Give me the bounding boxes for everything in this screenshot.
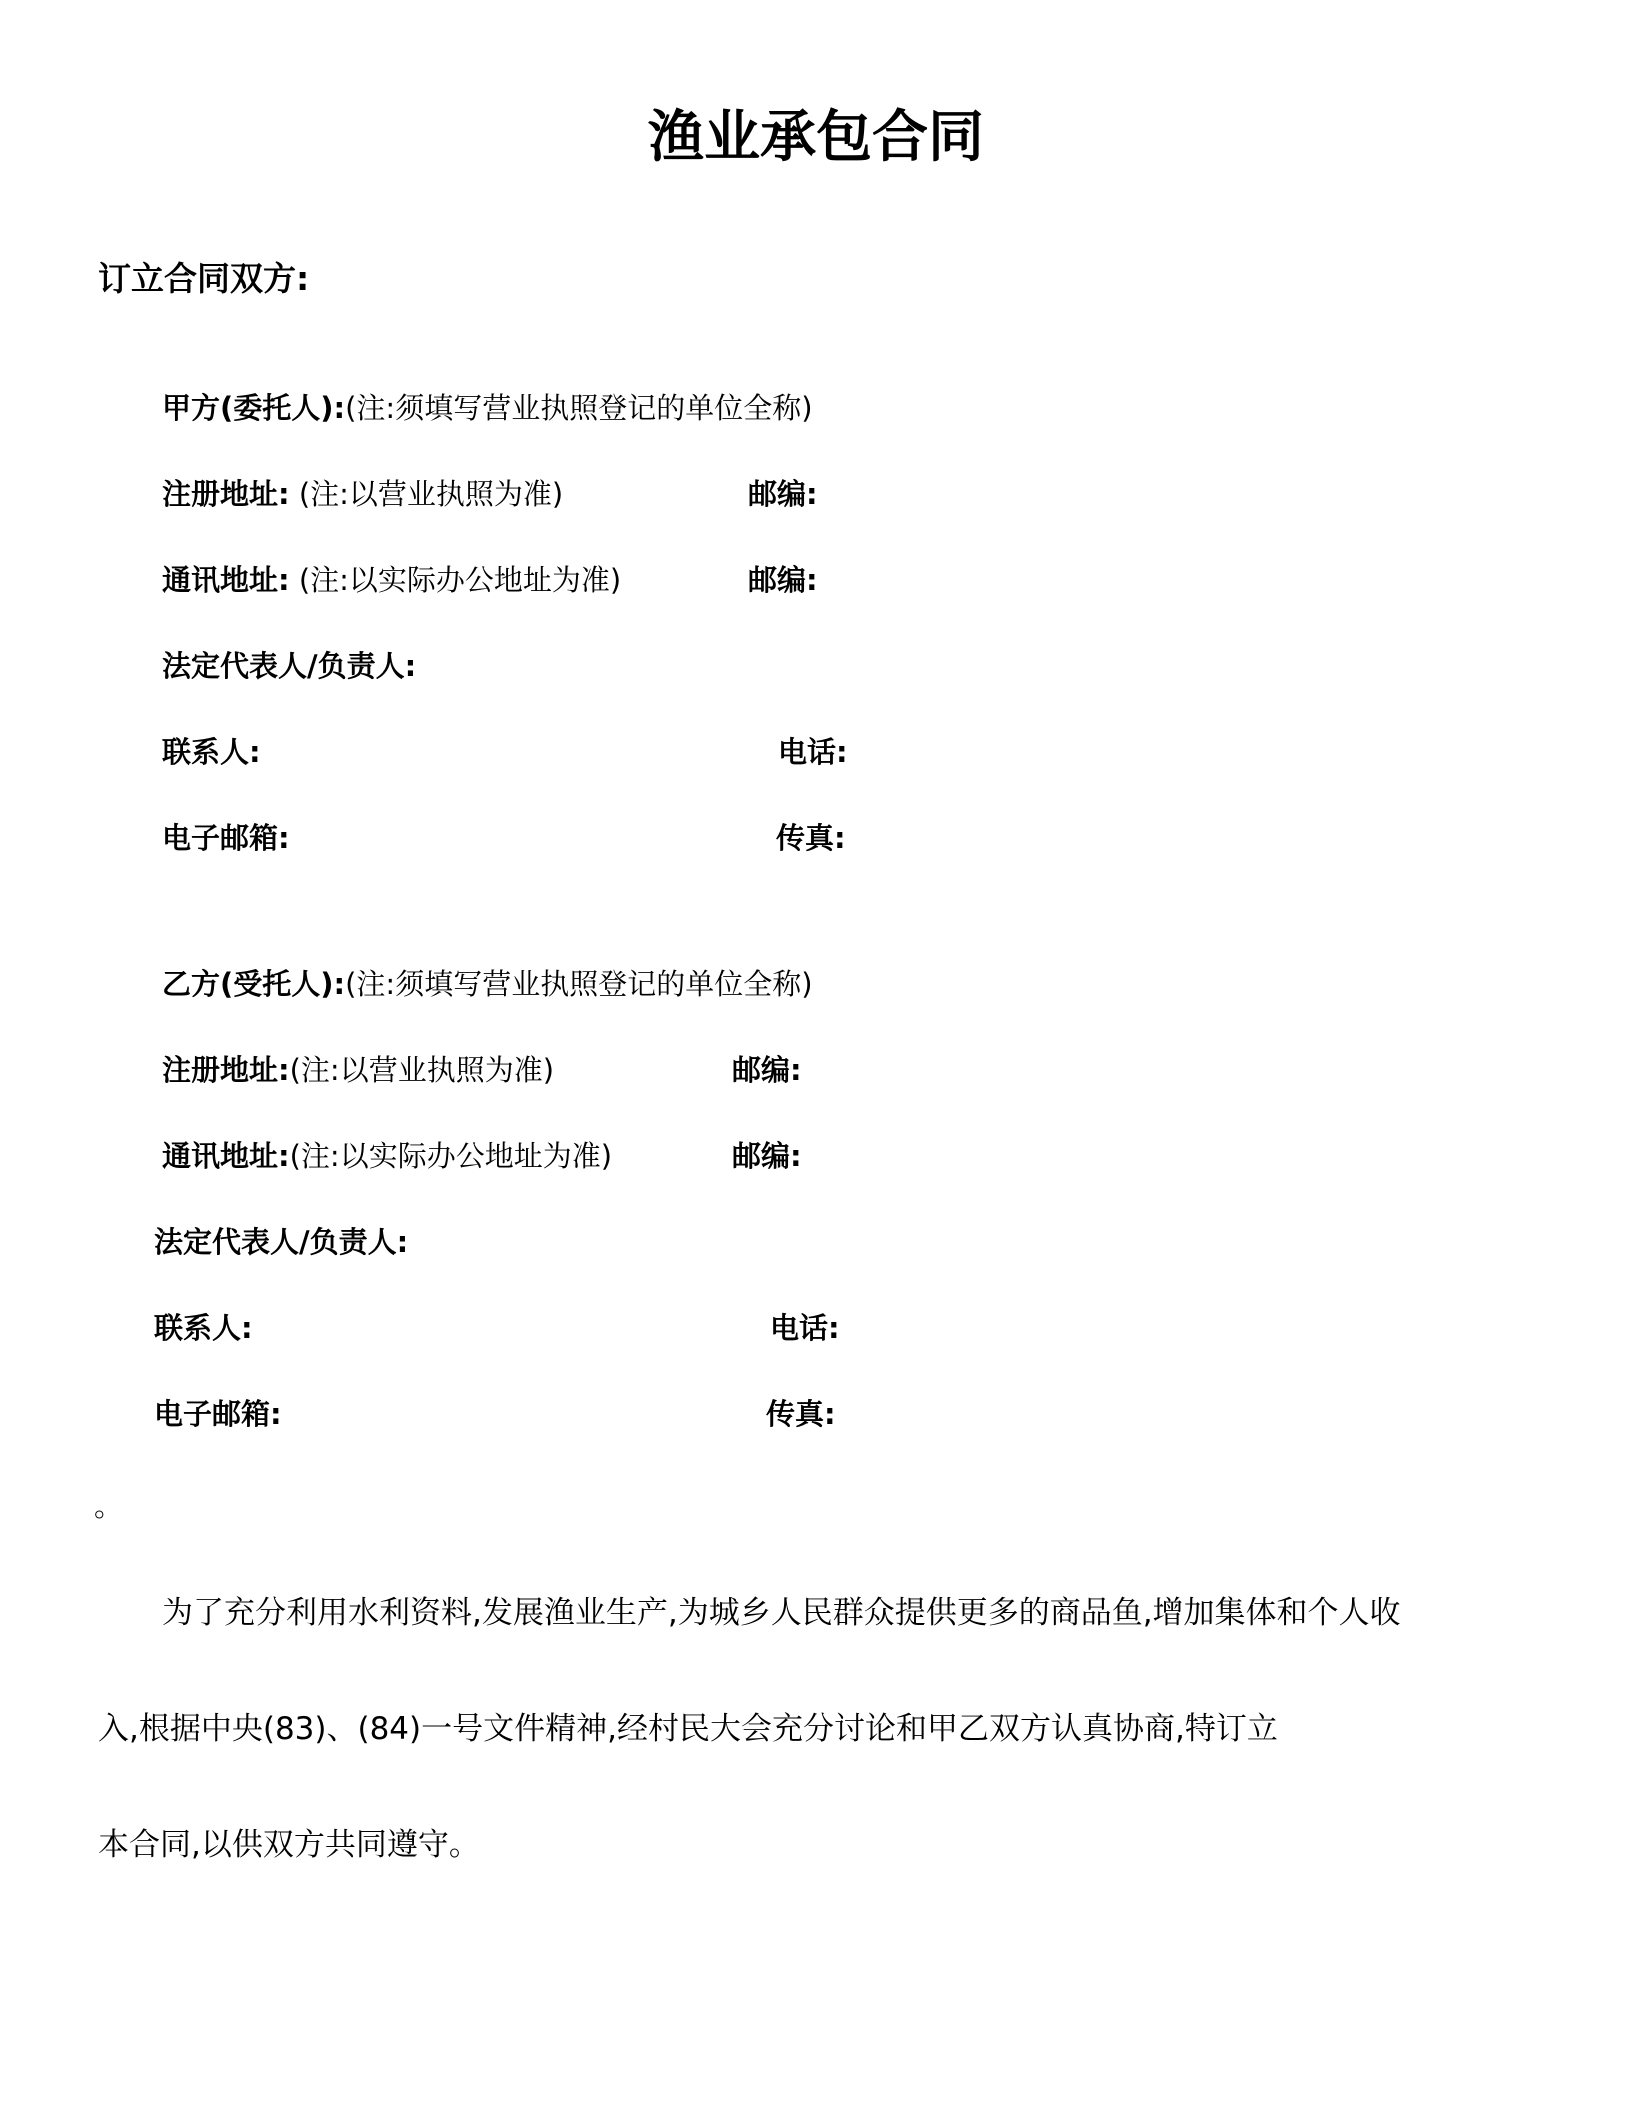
party-b-phone-label: 电话: [770,1311,840,1345]
party-b-line [162,967,813,1001]
party-a-label: 甲方(委托人): [162,391,346,425]
reg-address-label: 注册地址: [162,477,290,511]
party-b-comm-address [162,1139,613,1173]
party-a-email-label: 电子邮箱: [162,821,290,855]
party-a-line [162,391,813,425]
party-a-reg-postcode-label: 邮编: [748,477,818,511]
party-b-comm-postcode-label: 邮编: [732,1139,802,1173]
party-a-phone-label: 电话: [778,735,848,769]
stray-period: 。 [94,1489,124,1523]
party-b-reg-postcode-label: 邮编: [732,1053,802,1087]
party-a-comm-address [162,563,622,597]
comm-address-label: 通讯地址: [162,563,290,597]
party-a-comm-postcode-label: 邮编: [748,563,818,597]
intro-line-3: 本合同,以供双方共同遵守。 [98,1827,480,1863]
comm-address-label: 通讯地址: [162,1139,290,1173]
party-b-legal-rep-label: 法定代表人/负责人: [154,1225,409,1259]
comm-address-note: (注:以实际办公地址为准) [289,1139,613,1173]
party-b-reg-address [162,1053,555,1087]
party-b-email-label: 电子邮箱: [154,1397,282,1431]
intro-line-2: 入,根据中央(83)、(84)一号文件精神,经村民大会充分讨论和甲乙双方认真协商,特订立 [98,1711,1278,1747]
party-a-contact-label: 联系人: [162,735,261,769]
party-b-fax-label: 传真: [766,1397,836,1431]
comm-address-note: (注:以实际办公地址为准) [298,563,622,597]
section-heading: 订立合同双方: [98,259,310,298]
party-b-note: (注:须填写营业执照登记的单位全称) [345,967,813,1001]
party-a-note: (注:须填写营业执照登记的单位全称) [345,391,813,425]
party-a-fax-label: 传真: [776,821,846,855]
party-a-reg-address [162,477,564,511]
party-a-legal-rep-label: 法定代表人/负责人: [162,649,417,683]
reg-address-label: 注册地址: [162,1053,290,1087]
reg-address-note: (注:以营业执照为准) [298,477,564,511]
party-b-contact-label: 联系人: [154,1311,253,1345]
page-title: 渔业承包合同 [648,105,984,170]
intro-line-1: 为了充分利用水利资料,发展渔业生产,为城乡人民群众提供更多的商品鱼,增加集体和个人收 [162,1595,1401,1631]
reg-address-note: (注:以营业执照为准) [289,1053,555,1087]
party-b-label: 乙方(受托人): [162,967,346,1001]
